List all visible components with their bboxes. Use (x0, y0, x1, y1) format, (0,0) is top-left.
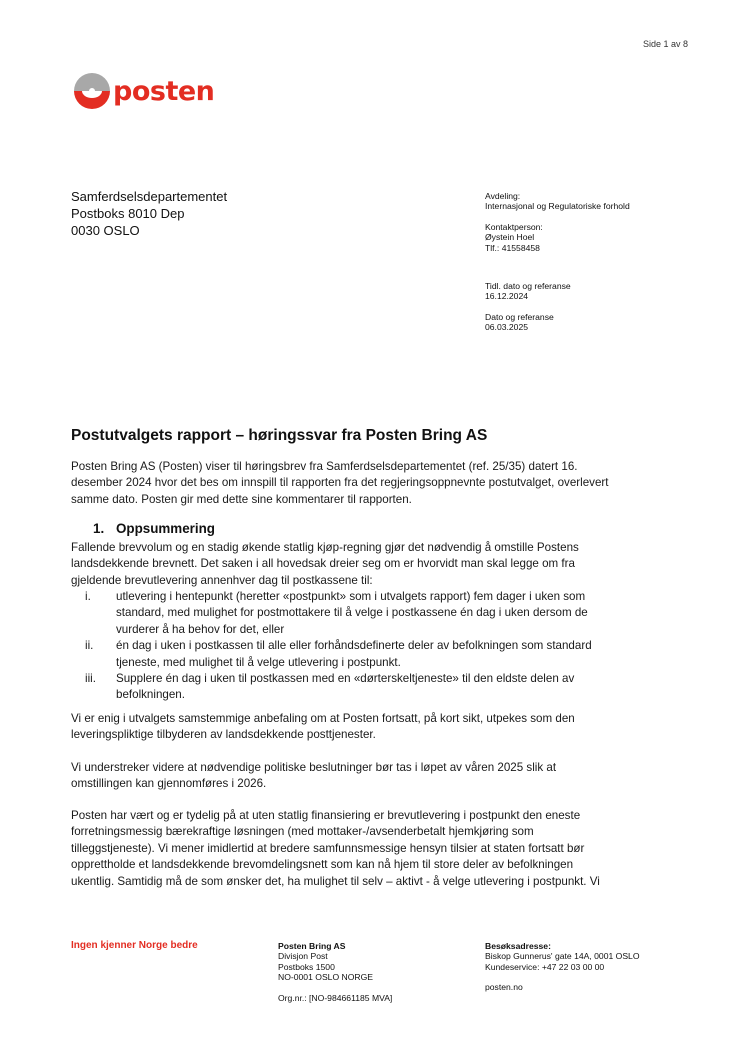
text-line: utlevering i hentepunkt (heretter «postpunkt» som i utvalgets rapport) fem dager i uken som (116, 590, 586, 603)
department-value: Internasjonal og Regulatoriske forhold (485, 201, 630, 212)
previous-reference-label: Tidl. dato og referanse (485, 281, 571, 292)
page-number: Side 1 av 8 (642, 39, 688, 49)
visit-label: Besøksadresse: (485, 941, 551, 951)
text-line: omstillingen kan gjennomføres i 2026. (71, 777, 267, 791)
text-line: tjeneste, med mulighet til å velge utlevering i postpunkt. (116, 655, 401, 669)
decisions-paragraph (71, 760, 681, 793)
recipient-line: 0030 OSLO (71, 223, 140, 238)
previous-reference-value: 16.12.2024 (485, 291, 529, 302)
document-title: Postutvalgets rapport – høringssvar fra Posten Bring AS (71, 427, 488, 444)
company-name: Posten Bring AS (278, 941, 346, 951)
text-line: Posten har vært og er tydelig på at uten statlig finansiering er brevutlevering i postpunkt den eneste (71, 809, 581, 822)
text-line: desember 2024 hvor det bes om innspill til rapporten fra det regjeringsoppnevnte postutvalget, overlevert (71, 476, 609, 490)
letter-metadata (485, 191, 630, 343)
company-city: NO-0001 OSLO NORGE (278, 972, 374, 983)
contact-phone: Tlf.: 41558458 (485, 242, 540, 253)
text-line: Supplere én dag i uken til postkassen med en «dørterskeltjeneste» til den eldste delen av (116, 672, 575, 686)
summary-paragraph (71, 540, 681, 589)
text-line: vurderer å ha behov for det, eller (116, 622, 285, 636)
company-division: Divisjon Post (278, 951, 328, 962)
list-numeral: i. (85, 590, 91, 603)
section-title: Oppsummering (116, 521, 215, 536)
text-line: én dag i uken i postkassen til alle eller forhåndsdefinerte deler av befolkningen som standard (116, 639, 592, 653)
text-line: tilleggstjeneste). Vi mener imidlertid at bredere samfunnsmessige hensyn tilsier at staten fortsatt bør (71, 841, 585, 855)
reference-value: 06.03.2025 (485, 322, 529, 333)
text-line: leveringspliktige tilbyderen av landsdekkende posttjenester. (71, 728, 376, 742)
recipient-line: Postboks 8010 Dep (71, 206, 185, 221)
section-heading (93, 521, 215, 536)
text-line: befolkningen. (116, 688, 185, 702)
list-item (71, 671, 681, 704)
text-line: Vi understreker videre at nødvendige politiske beslutninger bør tas i løpet av våren 2025 slik at (71, 761, 557, 774)
list-numeral: iii. (85, 672, 96, 686)
list-numeral: ii. (85, 639, 94, 653)
footer-company-info (278, 941, 392, 1003)
list-item (71, 638, 681, 671)
website-link[interactable]: posten.no (485, 982, 523, 993)
text-line: landsdekkende brevnett. Det saken i all hovedsak dreier seg om er hvorvidt man skal legge om fra (71, 557, 575, 571)
text-line: standard, med mulighet for postmottakere til å velge i postkassene én dag i uken dersom de (116, 606, 588, 620)
footer-visit-info (485, 941, 640, 993)
recipient-line: Samferdselsdepartementet (71, 189, 228, 204)
posten-logo (72, 72, 214, 110)
intro-paragraph (71, 459, 681, 508)
text-line: opprettholde et landsdekkende brevomdelingsnett som kan nå hjem til store deler av befolkningen (71, 858, 574, 872)
financing-paragraph (71, 808, 681, 890)
text-line: Posten Bring AS (Posten) viser til høringsbrev fra Samferdselsdepartementet (ref. 25/35) datert 16. (71, 460, 578, 473)
footer-slogan: Ingen kjenner Norge bedre (71, 940, 198, 951)
department-label: Avdeling: (485, 191, 521, 201)
posten-horn-icon (72, 72, 112, 110)
section-number: 1. (93, 521, 105, 536)
reference-label: Dato og referanse (485, 311, 554, 322)
visit-address: Biskop Gunnerus' gate 14A, 0001 OSLO (485, 951, 640, 962)
text-line: forretningsmessig bærekraftige løsningen (med mottaker-/avsenderbetalt hjemkjøring som (71, 825, 534, 839)
text-line: Fallende brevvolum og en stadig økende statlig kjøp-regning gjør det nødvendig å omstille Postens (71, 541, 579, 554)
org-number: Org.nr.: [NO-984661185 MVA] (278, 992, 393, 1003)
contact-label: Kontaktperson: (485, 221, 543, 232)
logo-text: posten (113, 75, 215, 107)
list-item (71, 589, 681, 638)
recipient-address (71, 188, 227, 239)
company-postbox: Postboks 1500 (278, 961, 335, 972)
text-line: ukentlig. Samtidig må de som ønsker det, ha mulighet til selv – aktivt - å velge utlevering i postpunkt. Vi (71, 874, 600, 888)
options-list (71, 589, 681, 704)
text-line: gjeldende brevutlevering annenhver dag til postkassene til: (71, 573, 373, 587)
contact-name: Øystein Hoel (485, 232, 535, 243)
text-line: samme dato. Posten gir med dette sine kommentarer til rapporten. (71, 492, 412, 506)
agreement-paragraph (71, 711, 681, 744)
customer-service: Kundeservice: +47 22 03 00 00 (485, 961, 605, 972)
text-line: Vi er enig i utvalgets samstemmige anbefaling om at Posten fortsatt, på kort sikt, utpekes som den (71, 712, 575, 725)
